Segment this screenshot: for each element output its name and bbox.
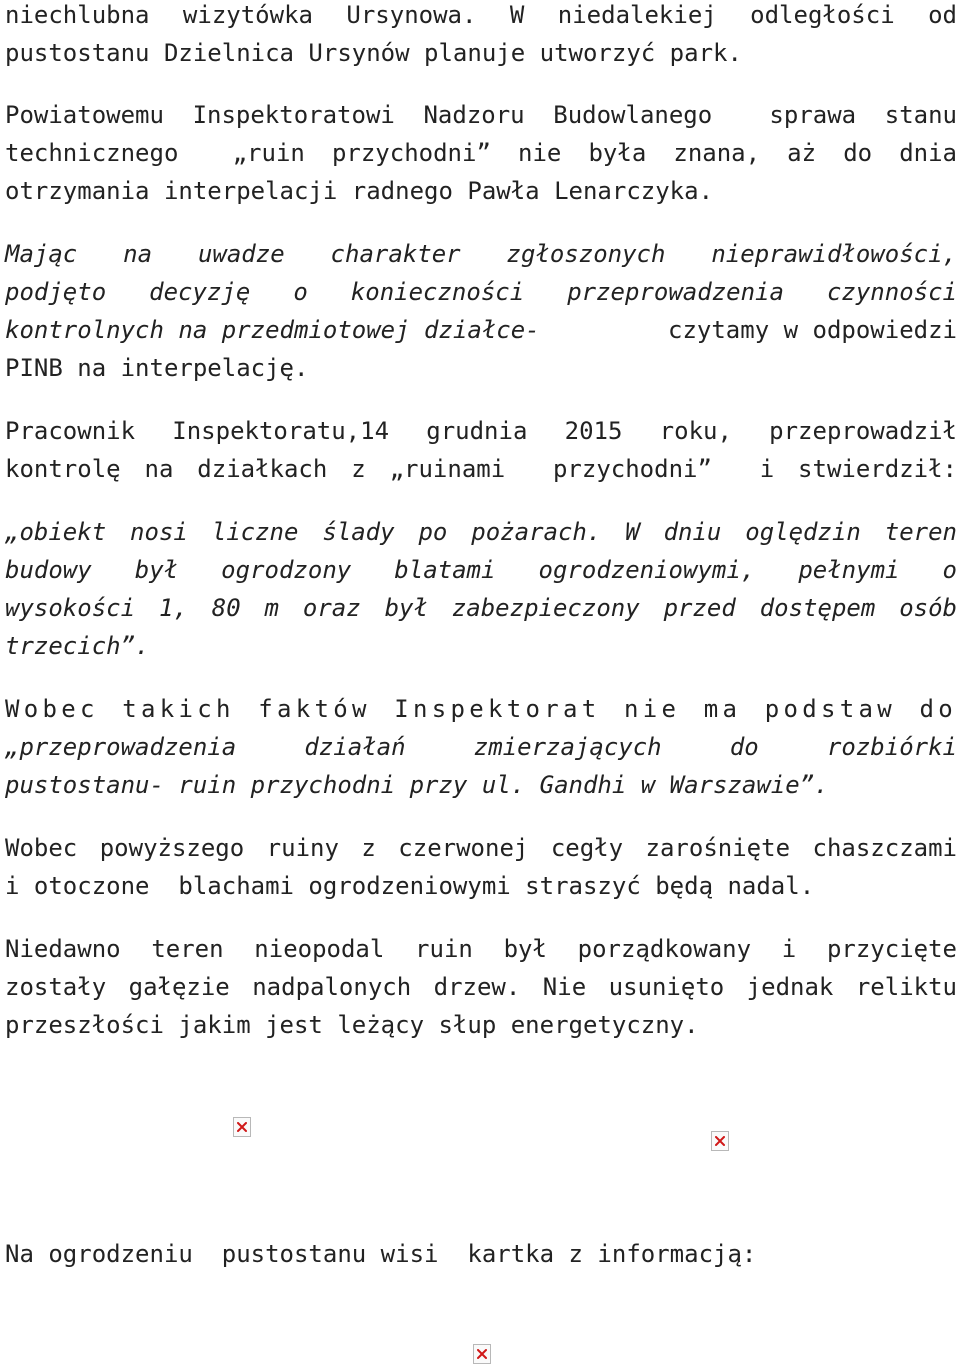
paragraph-6 (5, 690, 957, 804)
text-line: kontrolę na działkach z „ruinami przychodni” i stwierdził: (5, 455, 957, 483)
text-line: „obiekt nosi liczne ślady po pożarach. W dniu oględzin teren (5, 518, 957, 546)
text-line: Mając na uwadze charakter zgłoszonych nieprawidłowości, (5, 240, 957, 268)
text-line: i otoczone blachami ogrodzeniowymi straszyć będą nadal. (5, 872, 815, 900)
text-line: pustostanu Dzielnica Ursynów planuje utworzyć park. (5, 39, 742, 67)
paragraph-3-quote (5, 235, 957, 387)
broken-image-3 (473, 1344, 491, 1364)
text-line: trzecich”. (5, 632, 150, 660)
text-line: budowy był ogrodzony blatami ogrodzeniowymi, pełnymi o (5, 556, 957, 584)
text-line: Wobec powyższego ruiny z czerwonej cegły zarośnięte chaszczami (5, 834, 957, 862)
paragraph-8 (5, 930, 957, 1044)
paragraph-1 (5, 0, 957, 72)
text-line: otrzymania interpelacji radnego Pawła Lenarczyka. (5, 177, 714, 205)
paragraph-2 (5, 96, 957, 210)
text-line: PINB na interpelację. (5, 354, 309, 382)
text-line: Niedawno teren nieopodal ruin był porządkowany i przycięte (5, 935, 957, 963)
text-line: pustostanu- ruin przychodni przy ul. Gandhi w Warszawie”. (5, 771, 829, 799)
text-line: technicznego „ruin przychodni” nie była znana, aż do dnia (5, 139, 957, 167)
text-line: niechlubna wizytówka Ursynowa. W niedalekiej odległości od (5, 1, 957, 29)
text-line: przeszłości jakim jest leżący słup energetyczny. (5, 1011, 699, 1039)
paragraph-9 (5, 1235, 957, 1273)
text-line: Powiatowemu Inspektoratowi Nadzoru Budowlanego sprawa stanu (5, 101, 957, 129)
broken-image-icon (715, 1136, 725, 1146)
text-line: Pracownik Inspektoratu,14 grudnia 2015 roku, przeprowadził (5, 417, 957, 445)
text-line: podjęto decyzję o konieczności przeprowadzenia czynności (5, 278, 957, 306)
quote-text: kontrolnych na przedmiotowej działce- (5, 316, 540, 344)
paragraph-7 (5, 829, 957, 905)
text-line: wysokości 1, 80 m oraz był zabezpieczony przed dostępem osób (5, 594, 957, 622)
text-line: Na ogrodzeniu pustostanu wisi kartka z informacją: (5, 1240, 757, 1268)
text-line: Wobec takich faktów Inspektorat nie ma podstaw do (5, 695, 957, 723)
text-line: zostały gałęzie nadpalonych drzew. Nie usunięto jednak reliktu (5, 973, 957, 1001)
broken-image-icon (477, 1349, 487, 1359)
broken-image-1 (233, 1117, 251, 1137)
broken-image-icon (237, 1122, 247, 1132)
source-text: czytamy w odpowiedzi (653, 316, 957, 344)
text-line-mixed (5, 311, 957, 349)
paragraph-5-quote (5, 513, 957, 665)
text-line: „przeprowadzenia działań zmierzających do rozbiórki (5, 733, 957, 761)
broken-image-2 (711, 1131, 729, 1151)
paragraph-4 (5, 412, 957, 488)
